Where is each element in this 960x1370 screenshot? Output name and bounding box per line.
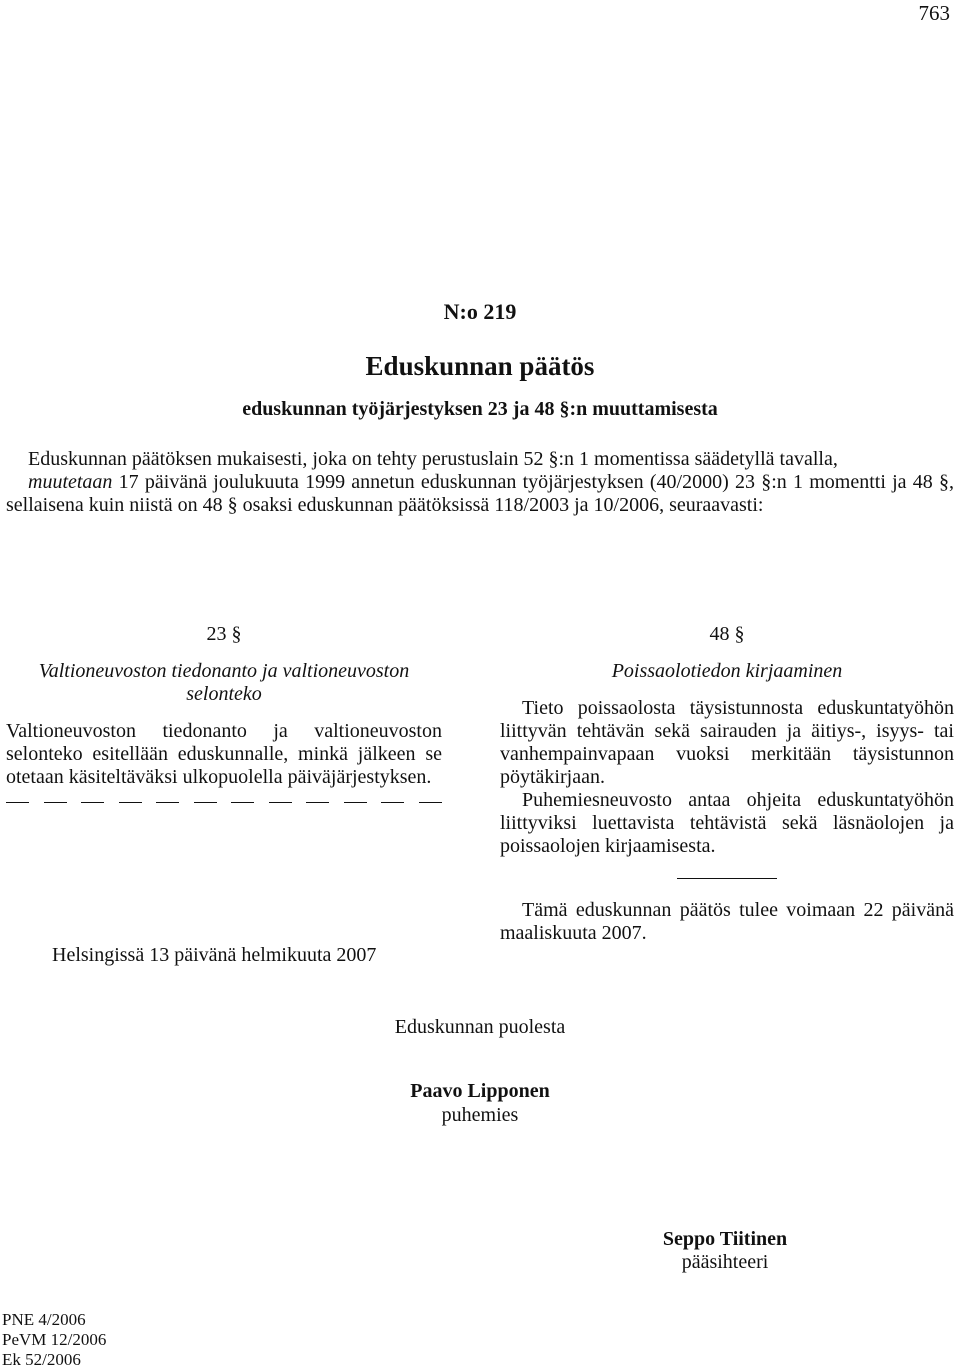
document-subtitle: eduskunnan työjärjestyksen 23 ja 48 §:n muuttamisesta <box>242 398 718 420</box>
document-references <box>2 1310 106 1370</box>
page-number: 763 <box>918 1 950 25</box>
section-23-text <box>6 720 442 789</box>
reference-item: Ek 52/2006 <box>2 1350 81 1369</box>
secretary-general-name: Seppo Tiitinen <box>662 1228 788 1250</box>
section-48-text <box>500 697 954 858</box>
reference-item: PNE 4/2006 <box>2 1310 86 1329</box>
entry-into-force: Tämä eduskunnan päätös tulee voimaan 22 päivänä maaliskuuta 2007. <box>500 899 954 944</box>
reference-item: PeVM 12/2006 <box>2 1330 107 1349</box>
speaker-name: Paavo Lipponen <box>410 1080 550 1102</box>
intro-line: Eduskunnan päätöksen mukaisesti, joka on tehty perustuslain 52 §:n 1 momentissa säädetyllä tavalla, <box>28 448 838 470</box>
section-48-paragraph-1: Tieto poissaolosta täysistunnosta eduskuntatyöhön liittyvän tehtävän sekä sairauden ja äitiys-, isyys- tai vanhempainvapaan vuoksi merkitään täysistunnon pöytäkirjaan. <box>500 697 954 788</box>
section-23-heading: Valtioneuvoston tiedonanto ja valtioneuvoston selonteko <box>38 660 410 705</box>
place-date: Helsingissä 13 päivänä helmikuuta 2007 <box>52 944 377 966</box>
section-48 <box>500 623 954 945</box>
document-number: N:o 219 <box>443 299 517 324</box>
section-48-heading: Poissaolotiedon kirjaaminen <box>611 660 843 682</box>
section-48-paragraph-2: Puhemiesneuvosto antaa ohjeita eduskuntatyöhön liittyviksi luettavista tehtävistä sekä läsnäolojen ja poissaolojen kirjaamisesta. <box>500 789 954 857</box>
secretary-general-signature <box>640 1228 810 1274</box>
on-behalf: Eduskunnan puolesta <box>394 1016 566 1038</box>
secretary-general-title: pääsihteeri <box>681 1251 769 1273</box>
amendment-clause <box>6 471 954 517</box>
section-48-number: 48 § <box>709 623 745 645</box>
section-23 <box>6 623 442 803</box>
amend-word: muutetaan <box>28 471 113 493</box>
divider-rule <box>677 878 777 879</box>
omission-dashes <box>6 791 442 803</box>
section-23-number: 23 § <box>206 623 242 645</box>
document-title: Eduskunnan päätös <box>365 351 595 381</box>
intro-text <box>6 448 954 517</box>
amend-text: 17 päivänä joulukuuta 1999 annetun eduskunnan työjärjestyksen (40/2000) 23 §:n 1 momentti ja 48 §, sellaisena kuin niistä on 48 § osaksi eduskunnan päätöksissä 118/2003 ja 10/2006, seuraavasti: <box>6 471 954 516</box>
speaker-title: puhemies <box>441 1104 519 1126</box>
section-23-paragraph: Valtioneuvoston tiedonanto ja valtioneuvoston selonteko esitellään eduskunnalle, minkä jälkeen se otetaan käsiteltäväksi ulkopuolella päiväjärjestyksen. <box>6 720 442 788</box>
